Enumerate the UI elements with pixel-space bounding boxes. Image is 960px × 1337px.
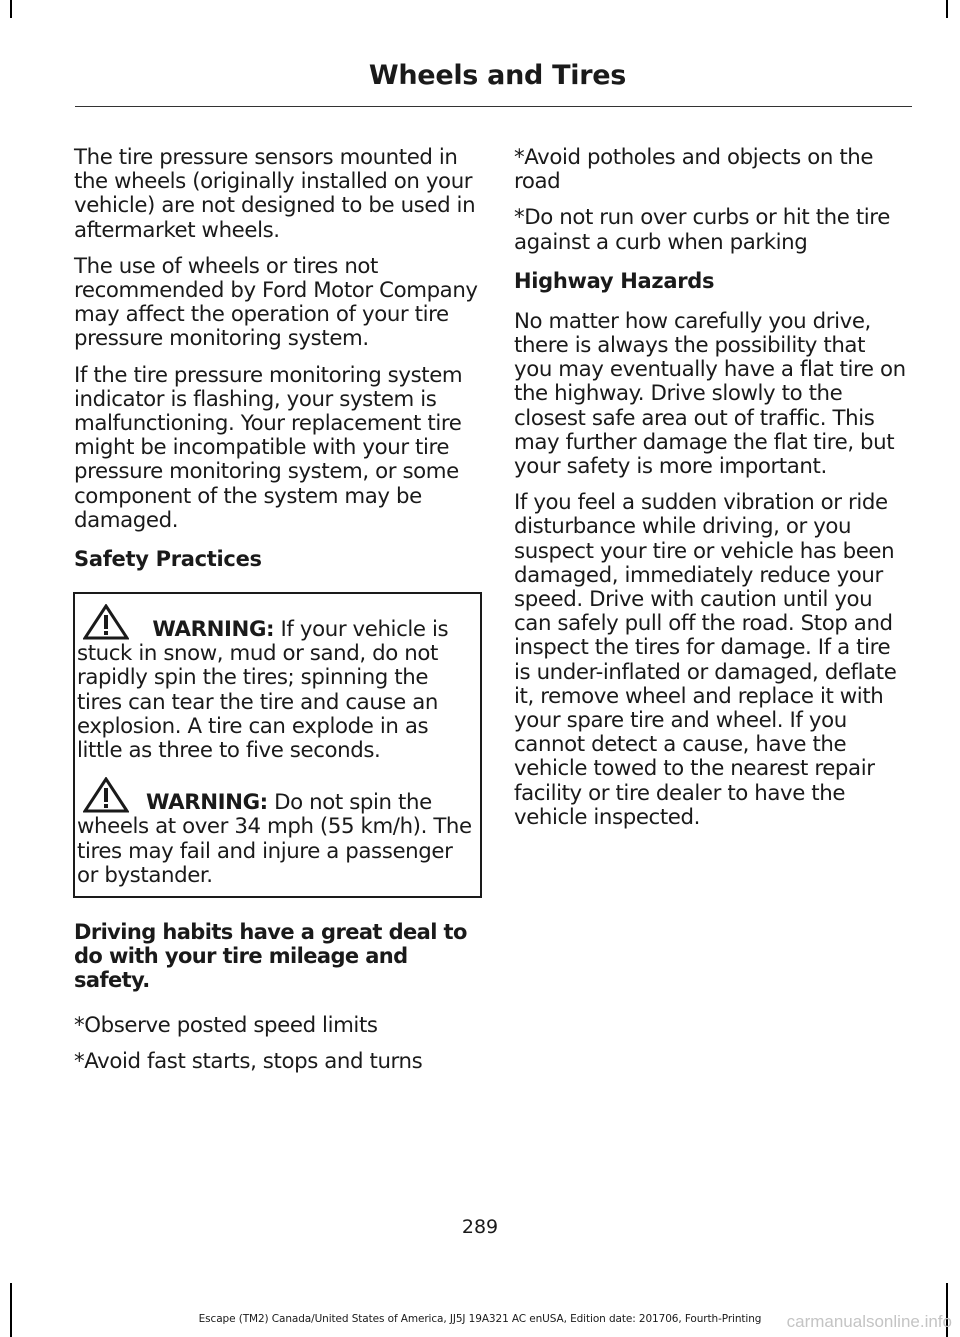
habits-heading: Driving habits have a great deal to do with your tire mileage and safety.: [74, 920, 467, 993]
crop-mark-bottom-left: [10, 1283, 12, 1337]
crop-mark-top-right: [946, 0, 948, 18]
section-heading: Highway Hazards: [514, 268, 715, 293]
warning-text: If your vehicle is stuck in snow, mud or sand, do not rapidly spin the tires; spinning the tires can tear the tire and cause an explosion. A tire can explode in as little as three to five seconds.: [77, 617, 449, 764]
warning-triangle-icon: [83, 604, 129, 640]
left-column: [74, 146, 482, 1086]
paragraph: If you feel a sudden vibration or ride disturbance while driving, or you suspect your tire or vehicle has been damaged, immediately reduce your speed. Drive with caution until you can safely pull off the road. Stop and inspect the tires for damage. If a tire is under-inflated or damaged, deflate it, remove wheel and replace it with your spare tire and wheel. If you cannot detect a cause, have the vehicle towed to the nearest repair facility or tire dealer to have the vehicle inspected.: [514, 490, 897, 830]
paragraph: The use of wheels or tires not recommended by Ford Motor Company may affect the operation of your tire pressure monitoring system.: [74, 253, 478, 352]
list-item: *Avoid fast starts, stops and turns: [74, 1049, 423, 1075]
list-item: *Do not run over curbs or hit the tire against a curb when parking: [514, 205, 890, 255]
warning-label: WARNING:: [146, 790, 268, 816]
right-column: [514, 146, 906, 842]
page-number: 289: [461, 1216, 499, 1238]
watermark: carmanualsonline.info: [786, 1312, 952, 1331]
section-heading: Safety Practices: [74, 547, 262, 572]
list-item: *Avoid potholes and objects on the road: [514, 145, 874, 195]
warning: [77, 777, 476, 888]
paragraph: The tire pressure sensors mounted in the wheels (originally installed on your vehicle) are not designed to be used in aftermarket wheels.: [74, 145, 476, 243]
warning-box: [73, 592, 482, 898]
warning: [77, 604, 476, 763]
page-title: Wheels and Tires: [368, 60, 626, 91]
list-item: *Observe posted speed limits: [74, 1013, 378, 1039]
paragraph: If the tire pressure monitoring system indicator is flashing, your system is malfunctioning. Your replacement tire might be incompatible with your tire pressure monitoring system, or some component of the system may be damaged.: [74, 362, 463, 533]
crop-mark-top-left: [10, 0, 12, 18]
warning-triangle-icon: [83, 777, 129, 813]
header-divider: [75, 106, 912, 107]
footer-text: Escape (TM2) Canada/United States of America, JJ5J 19A321 AC enUSA, Edition date: 201706, Fourth-Printing: [198, 1313, 762, 1325]
warning-label: WARNING:: [152, 617, 275, 643]
warning-text: Do not spin the wheels at over 34 mph (55 km/h). The tires may fail and injure a passenger or bystander.: [77, 790, 472, 888]
paragraph: No matter how carefully you drive, there is always the possibility that you may eventually have a flat tire on the highway. Drive slowly to the closest safe area out of traffic. This may further damage the flat tire, but your safety is more important.: [514, 308, 906, 480]
